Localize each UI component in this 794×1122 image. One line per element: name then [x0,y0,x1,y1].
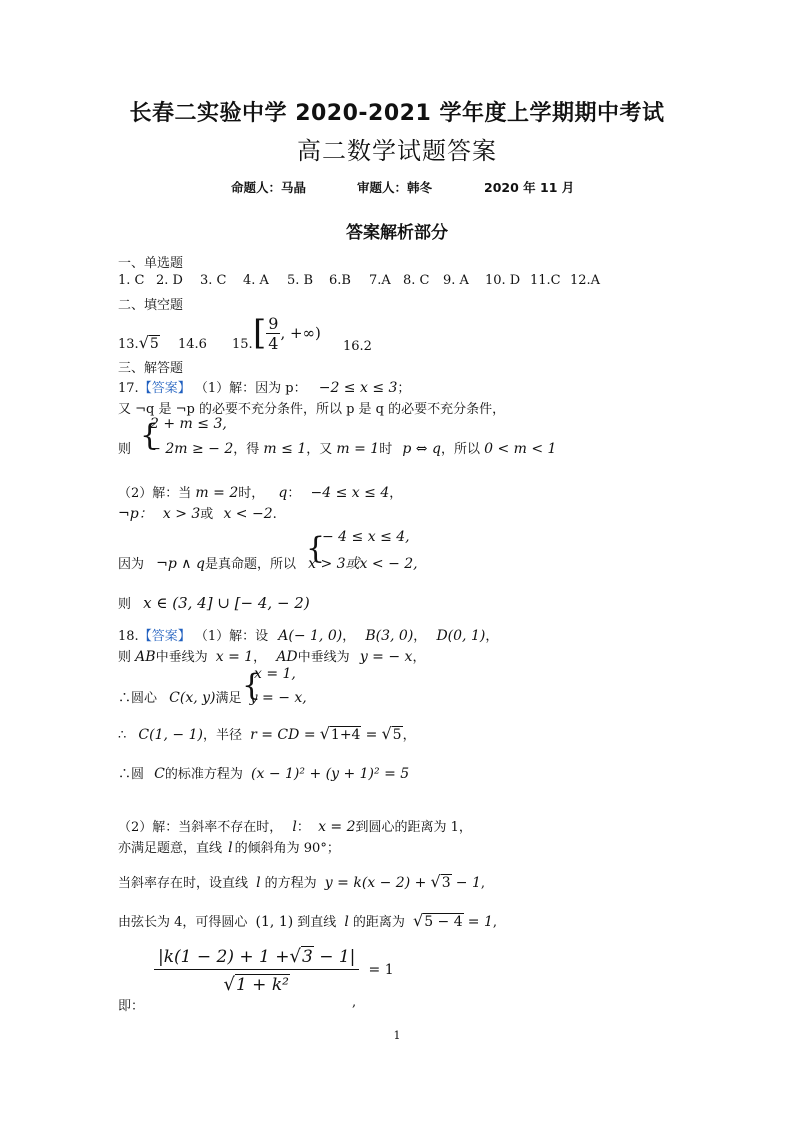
part3-heading: 三、解答题 [118,361,184,376]
answer-3: 3. C [200,273,227,288]
q17-formula: 0 < m < 1 [484,441,557,457]
q18-text: 的标准方程为 [164,767,243,782]
exam-subtitle: 高二数学试题答案 [297,137,497,165]
q18-circle-equation: (x − 1)² + (y + 1)² = 5 [251,766,410,782]
answer-12: 12.A [570,273,601,288]
q18p2-formula: (1, 1) [255,914,294,930]
q18-formula: B(3, 0) [365,628,414,644]
q17p2-formula: m = 2 [195,485,239,501]
q18-system-brace: { [242,668,262,703]
fill-answer-16: 16.2 [343,339,372,354]
part2-heading: 二、填空题 [118,298,184,313]
q17-text: ，又 [306,442,333,457]
q18p2-text: ： [296,820,310,835]
q17-line1 [118,377,410,396]
q17p2-text: （2）解：当 [118,486,192,501]
date: 2020 年 11 月 [484,180,575,195]
q17-line2: 又 ¬q 是 ¬p 的必要不充分条件，所以 p 是 q 的必要不充分条件， [118,402,506,417]
q18-formula: AD [276,649,298,665]
q18-text: ， [402,728,416,743]
q18p2-text: 到圆心的距离为 1， [355,820,472,835]
q17-formula: −2 ≤ x ≤ 3 [318,380,398,396]
q18p2-text: 亦满足题意，直线 [118,841,223,856]
q18-line5 [118,763,409,782]
q17p2-text: 是真命题，所以 [204,557,296,572]
q18-text: 中垂线为 [297,650,350,665]
q18p2-formula: l [228,840,233,856]
q17-text: （1）解：因为 p： [194,381,307,396]
q17-number: 17. [118,381,139,396]
q17p2-formula: −4 ≤ x ≤ 4 [310,485,390,501]
q18-part2-line1 [118,816,472,835]
q18-formula: = [365,727,378,743]
answer-13-number: 13. [118,337,139,352]
answer-11: 11.C [530,273,561,288]
q18-text: 中垂线为 [155,650,208,665]
q18p2-text: 的方程为 [264,876,317,891]
q17p2-system-row2: x > 3或x < − 2, [308,556,418,572]
q17-system-brace: { [140,418,160,453]
q18-text: ∴ [118,728,127,743]
q18p2-formula: l [256,875,261,891]
fraction-numerator: |k(1 − 2) + 1 + [158,947,290,967]
q18-text: ，半径 [202,728,242,743]
fill-answer-15: [ $\frac{9}{4}$ , +∞) [253,313,321,353]
q18p2-text: , [492,915,498,930]
q17p2-text: 因为 [118,557,145,572]
answer-6: 6.B [329,273,351,288]
fill-answer-13: 13.√5 [118,333,159,352]
q18-text: ， [485,629,499,644]
answer-2: 2. D [156,273,183,288]
q18p2-text: , [480,876,485,891]
q18p2-text: 的倾斜角为 90°； [234,841,340,856]
q17-text: ，得 [233,442,260,457]
q18p2-formula: l [292,819,297,835]
q18-text: （1）解：设 [194,629,269,644]
q18-text: ， [342,629,356,644]
q18p2-text: 当斜率存在时，设直线 [118,876,249,891]
q17-part2-line3 [118,553,418,573]
fraction-numerator-end: − 1| [319,947,356,967]
q18-text: ∴圆心 [118,691,158,706]
answer-8: 8. C [403,273,430,288]
q18-part2-line2 [118,837,340,856]
q18p2-text: 由弦长为 4，可得圆心 [118,915,248,930]
q17-formula: m ≤ 1 [263,441,307,457]
q17-part2-line1 [118,482,402,501]
answer-15-numerator: 9 [268,313,279,333]
q18-line2 [118,646,425,665]
q18-formula: y = − x [359,649,413,665]
q18-sqrt: 1+4 [330,727,361,743]
q17p2-result: x ∈ (3, 4] ∪ [− 4, − 2) [143,594,310,612]
q18-answer-tag: 【答案】 [138,629,191,644]
section-title: 答案解析部分 [346,223,448,243]
answer-4: 4. A [243,273,269,288]
q18-formula: A(− 1, 0) [278,628,343,644]
fraction-denominator: 1 + k² [235,975,289,995]
q17-text: ，所以 [440,442,480,457]
answer-15-rest: , +∞) [280,324,321,342]
q18-formula: AB [135,649,156,665]
q17p2-text: 时， [238,486,265,501]
fraction-numerator-sqrt: 3 [301,947,313,967]
author: 命题人：马晶 [231,180,307,195]
q17-system-row2: − 2m ≥ − 2 [149,441,234,457]
q18p2-text: 的距离为 [352,915,405,930]
fill-answer-14: 14.6 [178,337,207,352]
exam-title: 长春二实验中学 2020-2021 学年度上学期期中考试 [129,101,665,126]
q18-part2-line3: 当斜率存在时，设直线 l 的方程为 y = k(x − 2) + √3 − 1, [118,872,485,891]
q18-formula: C [154,766,165,782]
answer-10: 10. D [485,273,521,288]
q18-part2-line4: 由弦长为 4，可得圆心 (1, 1) 到直线 l 的距离为 √5 − 4 = 1, [118,911,498,930]
page-number: 1 [393,1029,401,1042]
q18p2-text: （2）解：当斜率不存在时， [118,820,283,835]
q17-answer-tag: 【答案】 [138,381,191,396]
q18-text: ， [253,650,267,665]
q18-text: ， [413,629,427,644]
q17p2-text: ， [389,486,403,501]
q17p2-formula: x > 3 [162,506,201,522]
q17-then: 则 [118,442,132,457]
answer-13-value: 5 [149,336,159,352]
q18-text: ， [412,650,426,665]
q18p2-text: 到直线 [297,915,337,930]
q17-text: 时 [379,442,393,457]
fill-answer-15-label: 15. [232,337,253,352]
q17p2-text: 或 [200,507,214,522]
answer-1: 1. C [118,273,145,288]
fraction-rhs: = 1 [368,961,394,978]
q18p2-formula: l [344,914,349,930]
q17-formula: p ⇔ q [402,441,441,457]
q18p2-line-equation: y = k(x − 2) + [324,875,427,891]
q18-formula: x = 1 [215,649,254,665]
q17p2-text: 则 [118,597,132,612]
q18-system-row1: x = 1, [254,666,296,682]
q17p2-formula: q [278,485,288,501]
q18-line3 [118,687,307,706]
reviewer: 审题人：韩冬 [357,180,433,195]
q17p2-formula: ¬p： [118,506,153,522]
q18p2-formula: x = 2 [318,819,356,835]
q17-system-row1: 2 + m ≤ 3, [150,416,227,432]
q18-text: ∴圆 [118,767,145,782]
q18p2-sqrt: 3 [441,875,451,891]
q18-text: 满足 [215,691,242,706]
answer-15-denominator: 4 [268,333,279,353]
q18-system-row2: y = − x, [249,690,307,706]
q17p2-system-row1: − 4 ≤ x ≤ 4, [322,529,410,545]
q18-sqrt: 5 [392,727,402,743]
q18p2-formula: = 1 [467,914,493,930]
part1-heading: 一、单选题 [118,256,184,271]
q18-text: 则 [118,650,132,665]
q17p2-formula: x < −2 [223,506,273,522]
q18-number: 18. [118,629,139,644]
q18-formula: C(x, y) [169,690,216,706]
q18-formula: C(1, − 1) [138,727,203,743]
answer-9: 9. A [443,273,469,288]
answer-5: 5. B [287,273,314,288]
choice-answers [118,273,600,288]
q18-part2-line5: 即： [118,999,145,1014]
q17-part2-line2 [118,503,277,523]
q18-formula: D(0, 1) [436,628,486,644]
q18p2-sqrt: 5 − 4 [424,914,463,930]
q18-line1 [118,625,498,644]
answer-7: 7.A [369,273,391,288]
q17-part2-line4 [118,593,310,612]
q17p2-system-brace: { [306,531,326,566]
q17p2-text: ： [287,486,301,501]
q18-distance-fraction: $\frac{|k(1 - 2) + 1 +√3 - 1|}{\text{√1 + k²}}$ = 1 [154,944,394,995]
q17-line3 [118,438,556,457]
q17p2-formula: ¬p ∧ q [156,556,205,572]
q17p2-text: . [272,507,277,522]
q18-formula: r = CD = [250,727,316,743]
q17-formula: m = 1 [336,441,380,457]
q17-punct: ； [397,381,411,396]
q18-part2-line5-comma: , [352,995,357,1010]
q18p2-formula: − 1 [455,875,481,891]
q18-line4: ∴ C(1, − 1)，半径 r = CD = √1+4 = √5， [118,724,416,743]
